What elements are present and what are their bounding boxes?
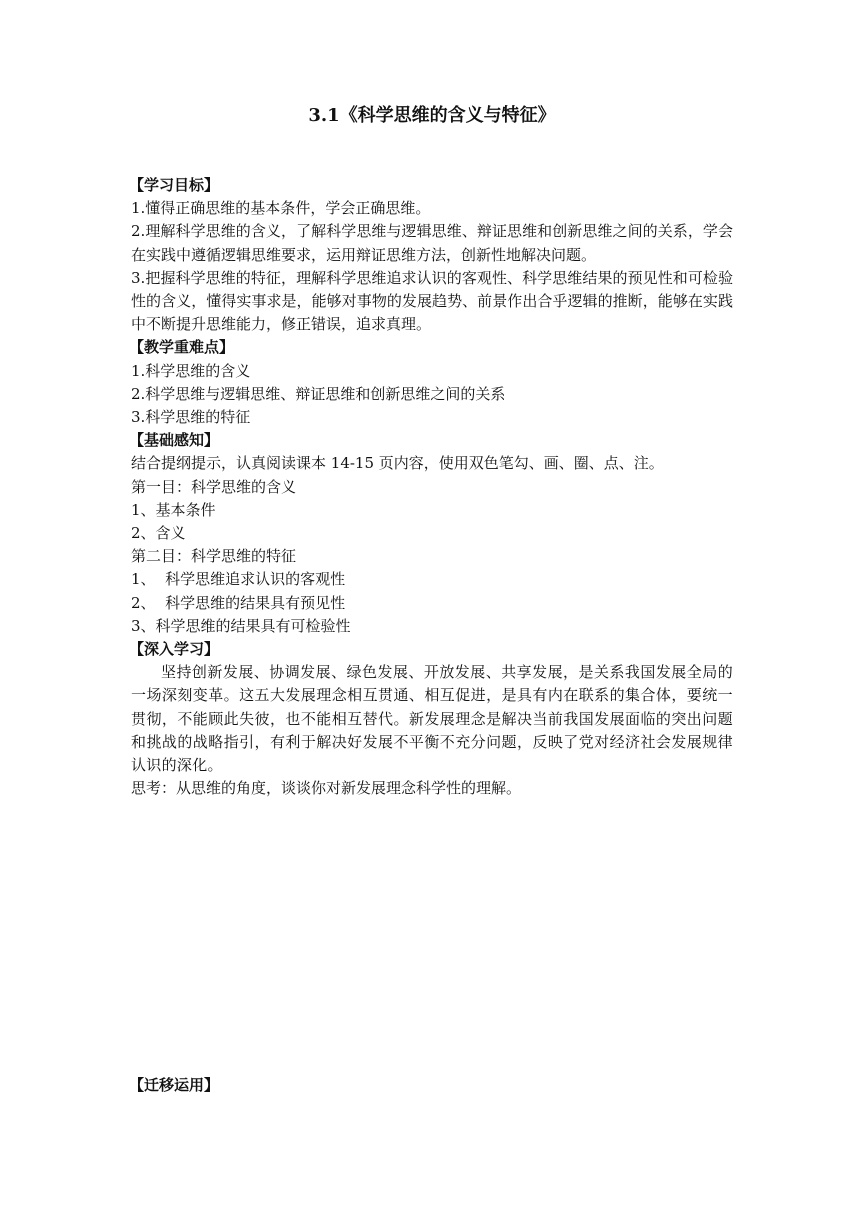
objectives-heading: 【学习目标】 [129,176,220,194]
basics-line-4: 第二目：科学思维的特征 [131,547,297,566]
key-point-item-3: 3.科学思维的特征 [131,408,251,427]
objective-item-2: 2.理解科学思维的含义，了解科学思维与逻辑思维、辩证思维和创新思维之间的关系，学会在实践中遵循逻辑思维要求，运用辩证思维方法，创新性地解决问题。 [131,222,733,264]
basics-intro: 结合提纲提示，认真阅读课本 14-15 页内容，使用双色笔勾、画、圈、点、注。 [131,454,664,473]
application-heading: 【迁移运用】 [129,1076,220,1094]
deep-study-question: 思考：从思维的角度，谈谈你对新发展理念科学性的理解。 [131,779,522,798]
objective-item-3: 3.把握科学思维的特征，理解科学思维追求认识的客观性、科学思维结果的预见性和可检验性的含义，懂得实事求是，能够对事物的发展趋势、前景作出合乎逻辑的推断，能够在实践中不断提升思维能力，修正错误，追求真理。 [131,268,733,334]
basics-line-3: 2、含义 [131,524,186,543]
key-point-item-2: 2.科学思维与逻辑思维、辩证思维和创新思维之间的关系 [131,384,506,403]
basics-heading: 【基础感知】 [129,431,220,450]
basics-line-6: 2、 科学思维的结果具有预见性 [131,593,346,612]
deep-study-paragraph: 坚持创新发展、协调发展、绿色发展、开放发展、共享发展，是关系我国发展全局的一场深刻变革。这五大发展理念相互贯通、相互促进，是具有内在联系的集合体，要统一贯彻，不能顾此失彼，也不能相互替代。新发展理念是解决当前我国发展面临的突出问题和挑战的战略指引，有利于解决好发展不平衡不充分问题，反映了党对经济社会发展规律认识的深化。 [131,663,733,775]
basics-line-7: 3、科学思维的结果具有可检验性 [131,616,351,635]
document-title: 3.1《科学思维的含义与特征》 [308,105,556,126]
document-content [131,174,733,800]
deep-study-heading: 【深入学习】 [129,640,220,659]
document-page [131,0,733,1216]
key-point-item-1: 1.科学思维的含义 [131,361,251,380]
objective-item-1: 1.懂得正确思维的基本条件，学会正确思维。 [131,199,431,218]
basics-line-2: 1、基本条件 [131,500,216,519]
basics-line-1: 第一目：科学思维的含义 [131,477,297,496]
basics-line-5: 1、 科学思维追求认识的客观性 [131,570,346,589]
key-points-heading: 【教学重难点】 [129,338,235,357]
